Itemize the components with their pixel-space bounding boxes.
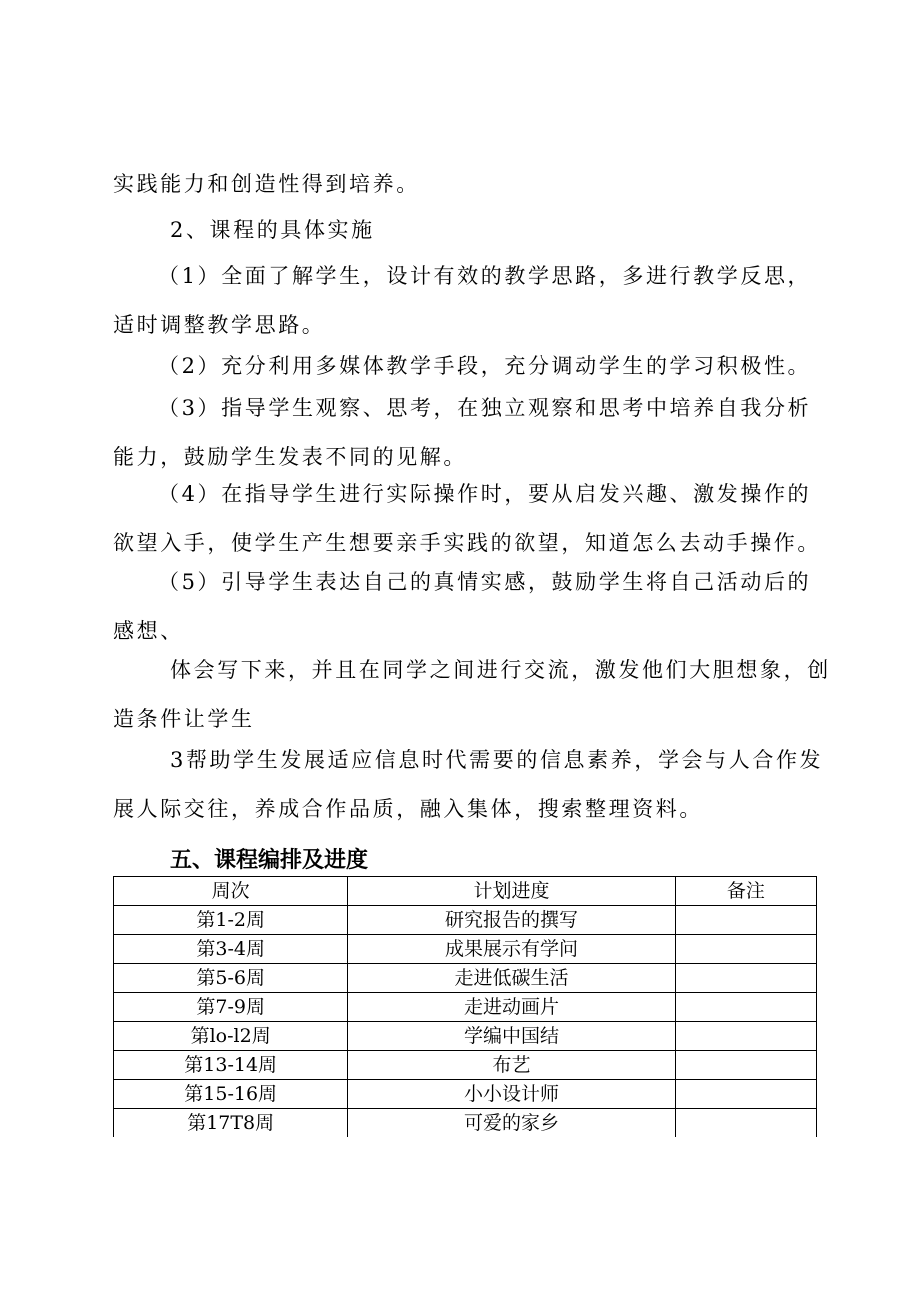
paragraph-item-3 [0, 384, 920, 482]
text-line: 体会写下来，并且在同学之间进行交流，激发他们大胆想象，创 [170, 658, 831, 682]
cell-plan: 成果展示有学问 [348, 935, 675, 964]
cell-note [675, 906, 816, 935]
table-row [114, 993, 817, 1022]
text-line: （1）全面了解学生，设计有效的教学思路，多进行教学反思， [158, 264, 812, 288]
text-line: （4）在指导学生进行实际操作时，要从启发兴趣、激发操作的 [158, 482, 812, 506]
text-line: 欲望入手，使学生产生想要亲手实践的欲望，知道怎么去动手操作。 [113, 531, 821, 555]
text-line: 2、课程的具体实施 [170, 218, 375, 242]
cell-week: 第17T8周 [114, 1109, 348, 1138]
cell-plan: 走进动画片 [348, 993, 675, 1022]
text-line: （2）充分利用多媒体教学手段，充分调动学生的学习积极性。 [158, 354, 812, 378]
cell-week: 第13-14周 [114, 1051, 348, 1080]
text-line: 3帮助学生发展适应信息时代需要的信息素养，学会与人合作发 [170, 748, 824, 772]
paragraph-item-5 [0, 558, 920, 656]
table-row [114, 964, 817, 993]
text-line: 展人际交往，养成合作品质，融入集体，搜索整理资料。 [113, 797, 703, 821]
text-line: （3）指导学生观察、思考，在独立观察和思考中培养自我分析 [158, 396, 812, 420]
cell-note [675, 1051, 816, 1080]
section-title-course-schedule: 五、课程编排及进度 [170, 848, 369, 873]
cell-note [675, 1022, 816, 1051]
header-week: 周次 [114, 877, 348, 906]
cell-note [675, 993, 816, 1022]
course-schedule-table [113, 876, 817, 1137]
table-row [114, 1051, 817, 1080]
table-row [114, 1109, 817, 1138]
cell-note [675, 1080, 816, 1109]
cell-plan: 布艺 [348, 1051, 675, 1080]
paragraph-practice-ability [0, 160, 920, 209]
paragraph-information-literacy [0, 736, 920, 834]
header-plan: 计划进度 [348, 877, 675, 906]
header-note: 备注 [675, 877, 816, 906]
table-row [114, 935, 817, 964]
cell-plan: 学编中国结 [348, 1022, 675, 1051]
paragraph-item-1 [0, 252, 920, 350]
cell-week: 第3-4周 [114, 935, 348, 964]
paragraph-write-experience [0, 646, 920, 744]
cell-plan: 走进低碳生活 [348, 964, 675, 993]
cell-note [675, 964, 816, 993]
cell-note [675, 935, 816, 964]
cell-week: 第15-16周 [114, 1080, 348, 1109]
cell-week: 第1-2周 [114, 906, 348, 935]
paragraph-item-4 [0, 470, 920, 568]
text-line: 实践能力和创造性得到培养。 [113, 172, 420, 196]
cell-plan: 小小设计师 [348, 1080, 675, 1109]
text-line: 能力，鼓励学生发表不同的见解。 [113, 445, 467, 469]
cell-week: 第7-9周 [114, 993, 348, 1022]
table-row [114, 906, 817, 935]
cell-note [675, 1109, 816, 1138]
text-line: （5）引导学生表达自己的真情实感，鼓励学生将自己活动后的 [158, 570, 812, 594]
table-row [114, 1022, 817, 1051]
cell-week: 第lo-l2周 [114, 1022, 348, 1051]
text-line: 造条件让学生 [113, 707, 255, 731]
text-line: 感想、 [113, 619, 184, 643]
cell-week: 第5-6周 [114, 964, 348, 993]
cell-plan: 可爱的家乡 [348, 1109, 675, 1138]
table-row [114, 1080, 817, 1109]
cell-plan: 研究报告的撰写 [348, 906, 675, 935]
text-line: 适时调整教学思路。 [113, 313, 326, 337]
subheading-course-implementation [0, 206, 920, 255]
table-header-row [114, 877, 817, 906]
